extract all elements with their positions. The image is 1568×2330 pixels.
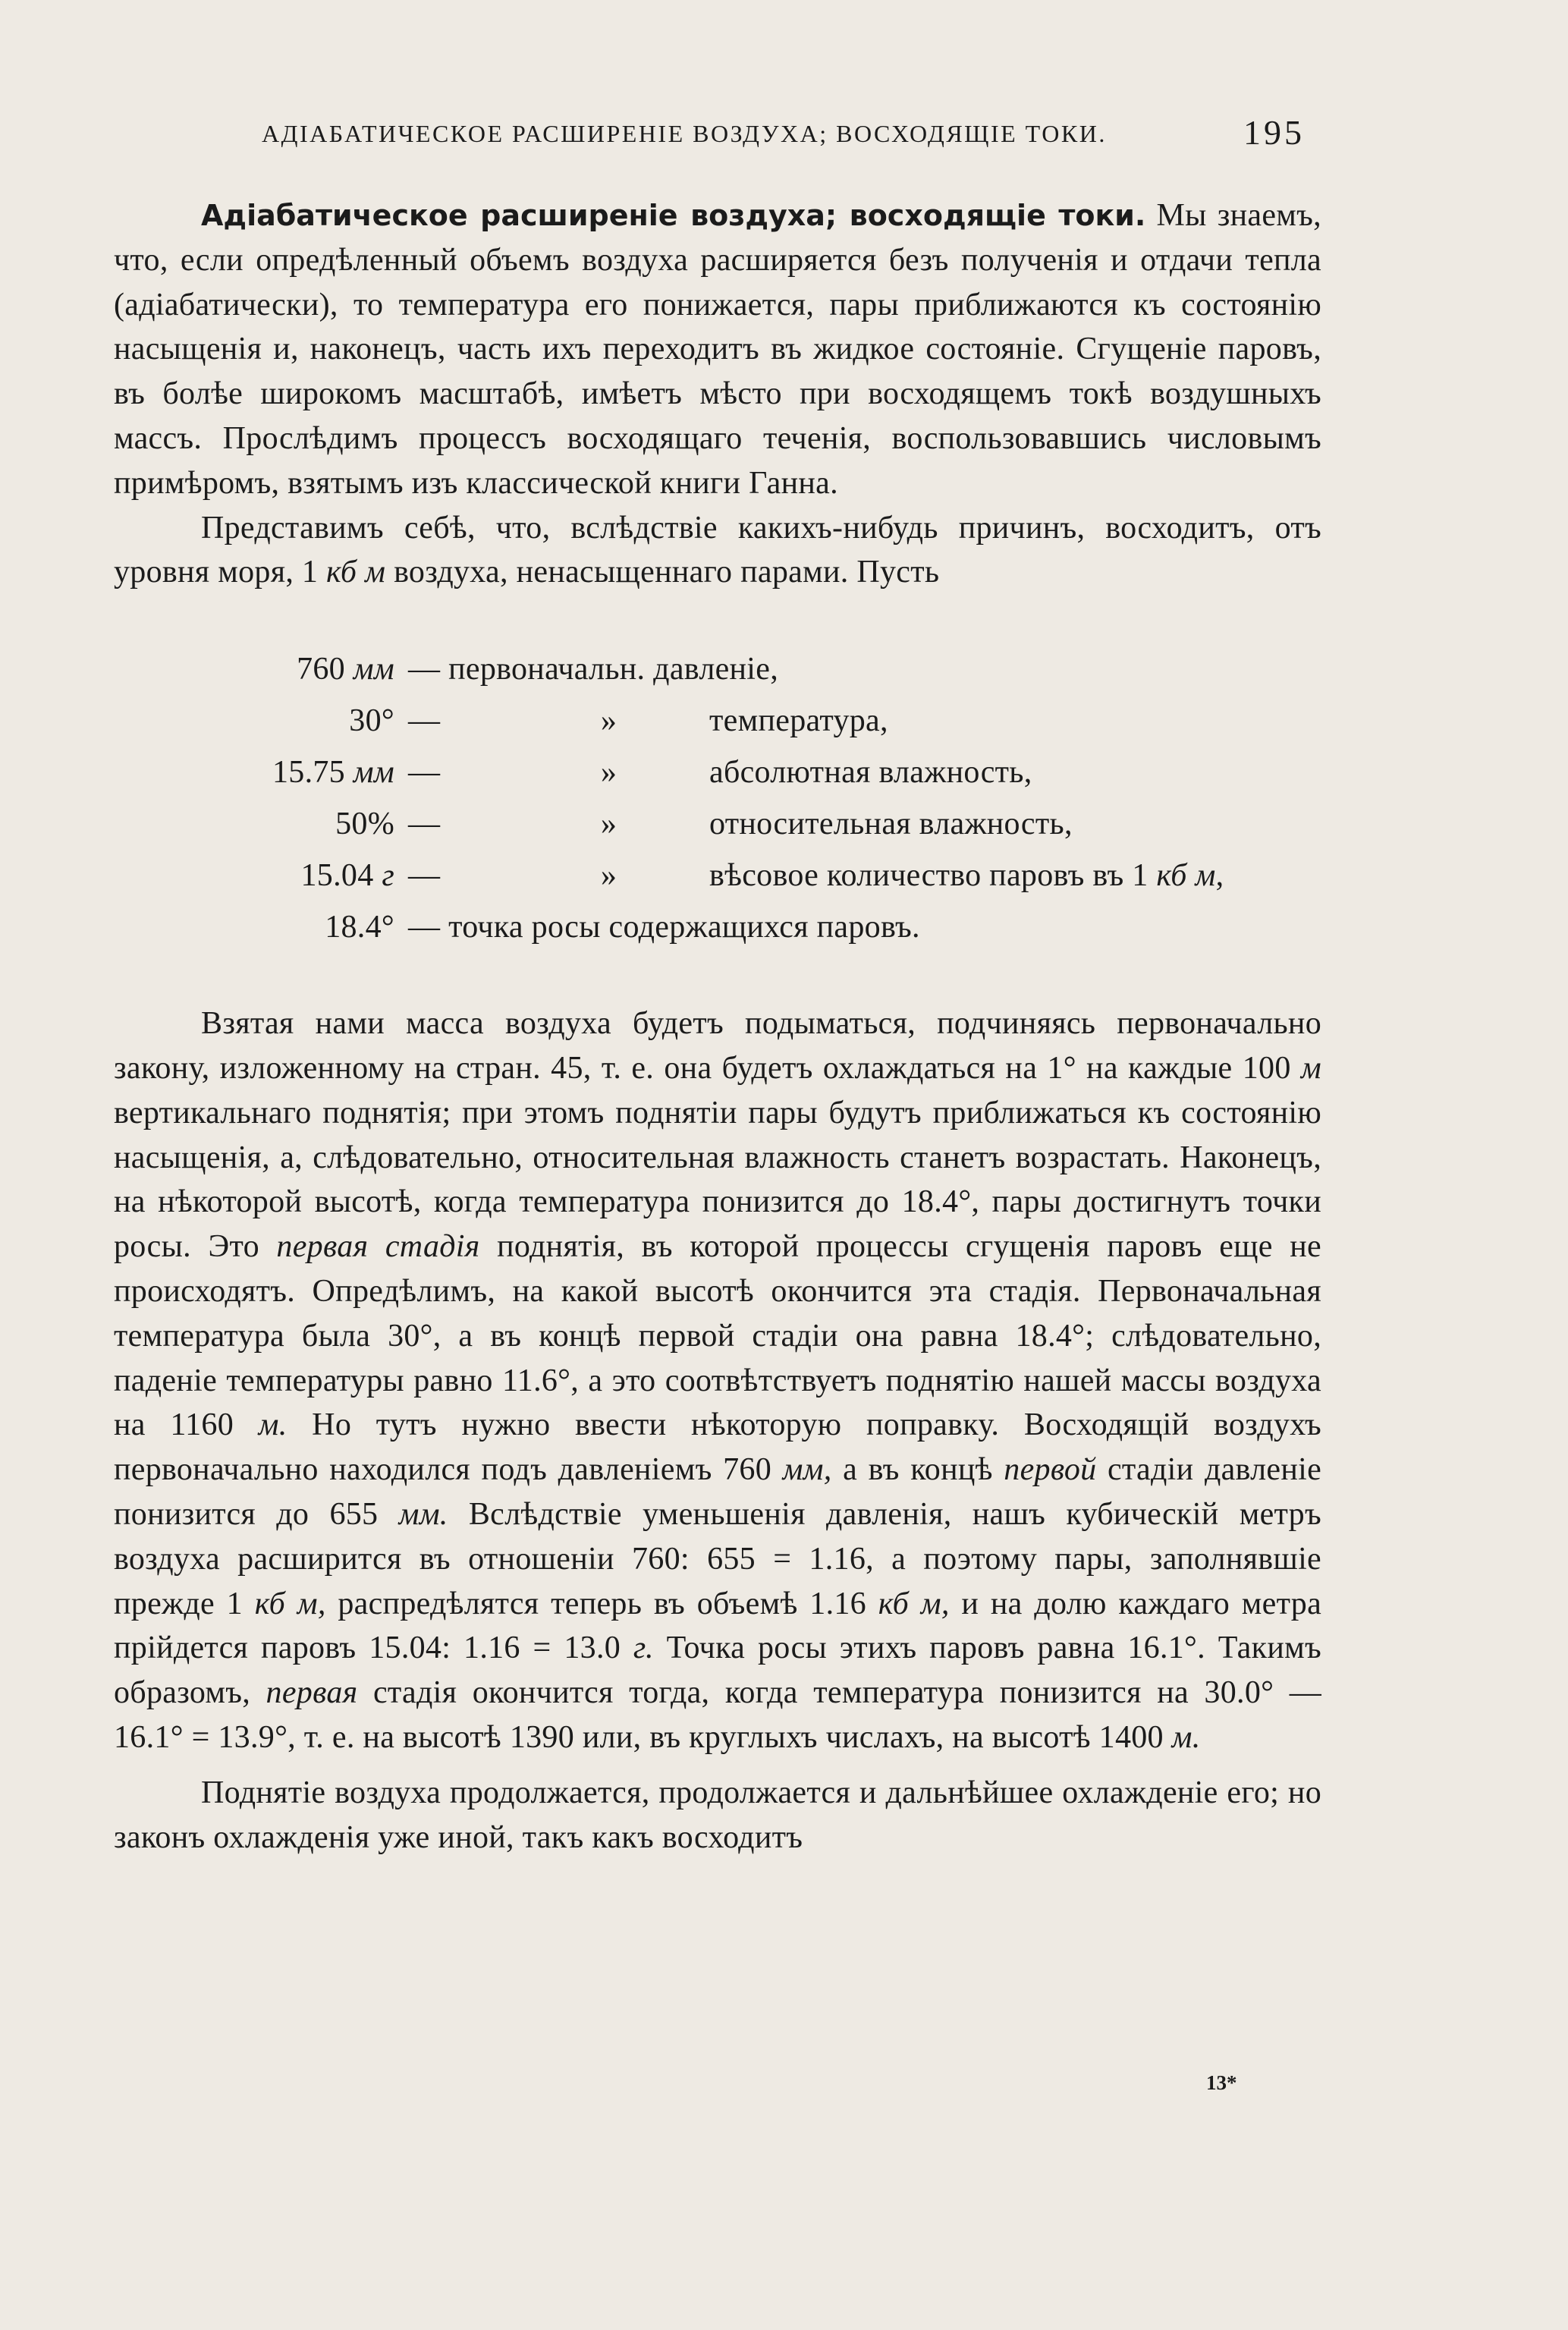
- unit-italic: кб м,: [254, 1586, 326, 1621]
- ditto-mark: »: [600, 806, 617, 841]
- list-label: первоначальн. давленіе,: [448, 651, 779, 687]
- label-punct: ,: [1215, 857, 1224, 893]
- value-unit: г: [382, 857, 394, 893]
- value-number: 15.75: [272, 754, 354, 790]
- list-label: — точка росы содержащихся паровъ.: [408, 909, 920, 945]
- list-item: [114, 901, 1321, 953]
- text-run: стадіи давленіе понизится до 655: [114, 1452, 1322, 1532]
- value-number: 760: [297, 651, 354, 687]
- text-run: стадія окончится тогда, когда температура понизится на 30.0° — 16.1° = 13.9°, т. е. на высотѣ 1390 или, въ круглыхъ числахъ, на высотѣ 1400: [114, 1675, 1322, 1755]
- running-title: АДІАБАТИЧЕСКОЕ РАСШИРЕНІЕ ВОЗДУХА; ВОСХОДЯЩІЕ ТОКИ.: [262, 120, 1107, 147]
- value-number: 15.04: [300, 857, 382, 893]
- unit-italic: мм.: [398, 1496, 448, 1532]
- text-run: Взятая нами масса воздуха будетъ подыматься, подчиняясь первоначально закону, изложенному на стран. 45, т. е. она будетъ охлаждаться на 1° на каждые 100: [114, 1006, 1321, 1086]
- list-value: 50%: [335, 806, 394, 841]
- list-item: [114, 747, 1321, 798]
- page-header: [262, 113, 1320, 152]
- list-dash: —: [408, 857, 441, 893]
- text-run: а въ концѣ: [831, 1452, 1004, 1488]
- unit-italic: г.: [633, 1630, 654, 1666]
- list-value: [114, 747, 404, 798]
- text-run: Но тутъ нужно ввести нѣкоторую поправку. Восходящій воздухъ первоначально находился подъ давленіемъ 760: [114, 1407, 1321, 1488]
- label-text: вѣсовое количество паровъ въ 1: [709, 857, 1157, 893]
- list-value: [114, 643, 404, 695]
- initial-conditions-list: [114, 643, 1321, 953]
- ditto-mark: »: [600, 703, 617, 738]
- text-run: Точка росы этихъ паровъ равна 16.1°. Такимъ образомъ,: [114, 1630, 1321, 1711]
- emphasis-italic: первая стадія: [276, 1229, 480, 1265]
- list-value: 30°: [349, 703, 394, 738]
- list-label: относительная влажность,: [709, 806, 1073, 841]
- unit-italic: м.: [258, 1407, 288, 1443]
- emphasis-italic: первой: [1004, 1452, 1097, 1488]
- section-heading: Адіабатическое расширеніе воздуха; восходящіе токи.: [201, 199, 1146, 232]
- text-run: распредѣлятся теперь въ объемѣ 1.16: [325, 1586, 878, 1621]
- text-run: вертикальнаго поднятія; при этомъ поднятіи пары будутъ приближаться къ состоянію насыщенія, а, слѣдовательно, относительная влажность станетъ возрастать. Наконецъ, на нѣкоторой высотѣ, когда температура понизится до 18.4°, пары достигнутъ точки росы. Это: [114, 1095, 1321, 1265]
- ditto-mark: »: [600, 857, 617, 893]
- list-dash: —: [408, 754, 441, 790]
- signature-mark: 13*: [1206, 2071, 1237, 2094]
- list-value: 18.4°: [325, 909, 394, 945]
- text-run: и на долю каждаго метра прійдется паровъ 15.04: 1.16 = 13.0: [114, 1586, 1322, 1666]
- list-item: [114, 850, 1321, 901]
- list-item: [114, 695, 1321, 747]
- paragraph-first-stage: [114, 1001, 1321, 1760]
- unit-italic: мм,: [782, 1452, 832, 1488]
- list-dash: —: [408, 651, 441, 687]
- list-label: абсолютная влажность,: [709, 754, 1032, 790]
- paragraph-intro: [114, 193, 1321, 506]
- text-run: Вслѣдствіе уменьшенія давленія, нашъ кубическій метръ воздуха расширится въ отношеніи 760: 655 = 1.16, а поэтому пары, заполнявшіе прежде 1: [114, 1496, 1322, 1621]
- text-run: поднятія, въ которой процессы сгущенія паровъ еще не происходятъ. Опредѣлимъ, на какой высотѣ окончится эта стадія. Первоначальная температура была 30°, а въ концѣ первой стадіи она равна 18.4°; слѣдовательно, паденіе температуры равно 11.6°, а это соотвѣтствуетъ поднятію нашей массы воздуха на 1160: [114, 1229, 1321, 1443]
- label-unit: кб м: [1156, 857, 1216, 893]
- unit-italic: м: [1300, 1050, 1321, 1086]
- paragraph-intro-text: Мы знаемъ, что, если опредѣленный объемъ воздуха расширяется безъ полученія и отдачи тепла (адіабатически), то температура его понижается, пары приближаются къ состоянію насыщенія и, наконецъ, часть ихъ переходитъ въ жидкое состояніе. Сгущеніе паровъ, въ болѣе широкомъ масштабѣ, имѣетъ мѣсто при восходящемъ токѣ воздушныхъ массъ. Прослѣдимъ процессъ восходящаго теченія, воспользовавшись числовымъ примѣромъ, взятымъ изъ классической книги Ганна.: [114, 198, 1321, 501]
- list-dash: —: [408, 806, 441, 841]
- unit-italic: кб м: [326, 555, 386, 590]
- body-text: [114, 193, 1321, 1860]
- list-item: [114, 798, 1321, 850]
- text-run: воздуха, ненасыщеннаго парами. Пусть: [385, 555, 940, 590]
- value-unit: мм: [353, 651, 394, 687]
- list-item: [114, 643, 1321, 695]
- value-unit: мм: [353, 754, 394, 790]
- list-value: [114, 850, 404, 901]
- ditto-mark: »: [600, 754, 617, 790]
- emphasis-italic: первая: [266, 1675, 358, 1711]
- unit-italic: м.: [1171, 1719, 1201, 1755]
- page-number: 195: [1243, 113, 1305, 152]
- unit-italic: кб м,: [878, 1586, 950, 1621]
- list-description: [404, 643, 1321, 695]
- list-label: [709, 850, 1321, 901]
- text-run: Представимъ себѣ, что, вслѣдствіе какихъ-нибудь причинъ, восходитъ, отъ уровня моря, 1: [114, 510, 1321, 590]
- paragraph-continuation: Поднятіе воздуха продолжается, продолжается и дальнѣйшее охлажденіе его; но законъ охлажденія уже иной, такъ какъ восходитъ: [114, 1775, 1321, 1855]
- list-dash: —: [408, 703, 441, 738]
- list-label: температура,: [709, 703, 888, 738]
- paragraph-assumption: [114, 506, 1321, 596]
